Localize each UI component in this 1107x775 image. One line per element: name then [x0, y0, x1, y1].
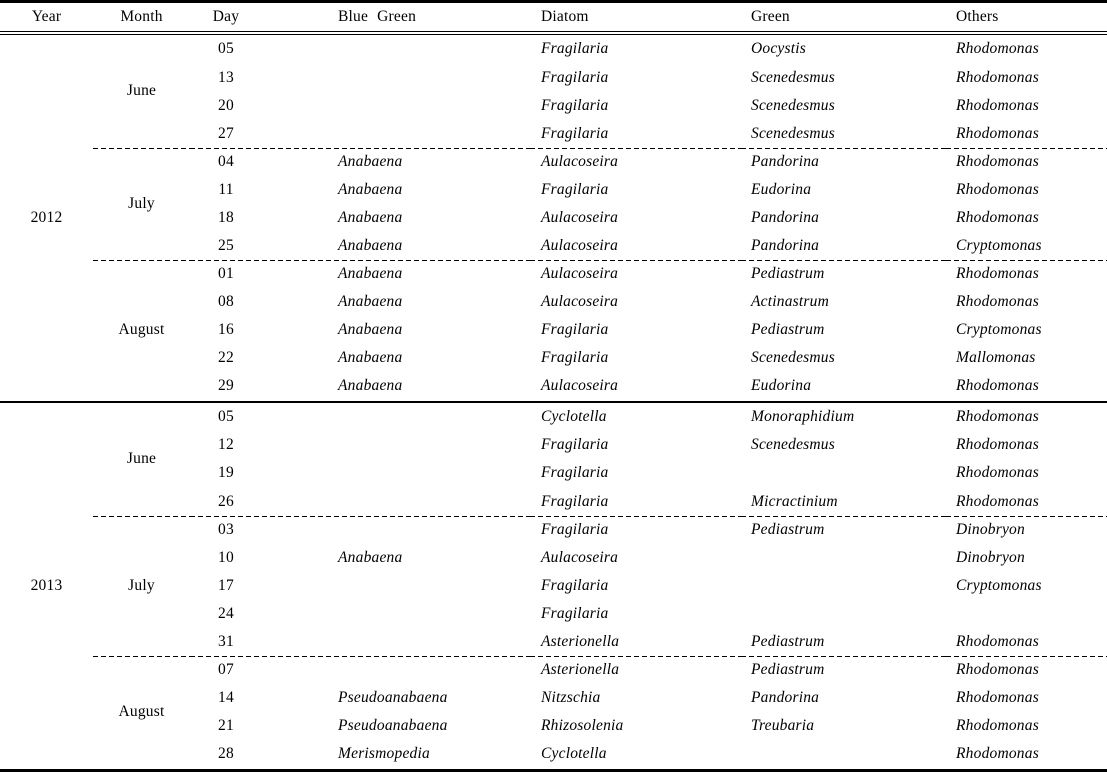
green-cell: Pediastrum — [741, 656, 946, 684]
column-header-blue-green: Blue Green — [262, 2, 530, 33]
diatom-cell: Fragilaria — [541, 349, 609, 367]
blue-green-cell: Anabaena — [338, 293, 403, 311]
green-cell: Scenedesmus — [751, 349, 835, 367]
table-row — [0, 148, 1107, 176]
year-cell: 2013 — [0, 402, 93, 771]
others-cell: Dinobryon — [956, 548, 1025, 566]
diatom-cell: Cyclotella — [541, 745, 607, 763]
green-cell — [741, 544, 946, 572]
green-cell: Pandorina — [751, 236, 820, 254]
green-cell: Monoraphidium — [741, 402, 946, 432]
green-cell: Eudorina — [751, 180, 812, 198]
table-body — [0, 33, 1107, 771]
year-cell: 2012 — [30, 208, 63, 226]
others-cell: Rhodomonas — [946, 260, 1107, 288]
diatom-cell: Fragilaria — [541, 436, 609, 454]
blue-green-cell: Anabaena — [338, 236, 403, 254]
month-cell: July — [93, 516, 190, 656]
diatom-cell: Fragilaria — [541, 40, 609, 58]
table-row — [0, 656, 1107, 684]
green-cell: Pediastrum — [751, 632, 825, 650]
day-cell: 10 — [218, 548, 234, 566]
diatom-cell: Aulacoseira — [541, 208, 619, 226]
day-cell: 11 — [218, 180, 234, 198]
diatom-cell: Rhizosolenia — [541, 716, 624, 734]
month-cell: June — [126, 82, 157, 100]
diatom-cell: Fragilaria — [541, 576, 609, 594]
day-cell: 13 — [218, 68, 234, 86]
day-cell: 07 — [190, 656, 262, 684]
day-cell: 03 — [190, 516, 262, 544]
day-cell: 05 — [218, 40, 234, 58]
table-row — [0, 402, 1107, 432]
diatom-cell: Cyclotella — [530, 402, 741, 432]
column-header-diatom: Diatom — [530, 2, 741, 33]
day-cell: 19 — [218, 464, 234, 482]
column-header-month: Month — [93, 2, 190, 33]
green-cell: Eudorina — [751, 377, 812, 395]
green-cell: Micractinium — [751, 492, 838, 510]
blue-green-cell — [262, 600, 530, 628]
day-cell: 21 — [218, 716, 234, 734]
day-cell: 05 — [190, 402, 262, 432]
day-cell: 12 — [218, 436, 234, 454]
diatom-cell: Aulacoseira — [530, 260, 741, 288]
blue-green-cell — [262, 64, 530, 92]
others-cell: Rhodomonas — [956, 436, 1039, 454]
blue-green-cell — [262, 572, 530, 600]
diatom-cell: Fragilaria — [530, 516, 741, 544]
others-cell: Rhodomonas — [956, 68, 1039, 86]
day-cell: 28 — [218, 745, 234, 763]
day-cell: 08 — [218, 293, 234, 311]
column-header-year: Year — [0, 2, 93, 33]
blue-green-cell — [262, 33, 530, 64]
diatom-cell: Fragilaria — [541, 464, 609, 482]
others-cell: Rhodomonas — [956, 688, 1039, 706]
blue-green-cell — [262, 402, 530, 432]
blue-green-cell — [262, 431, 530, 459]
day-cell: 04 — [190, 148, 262, 176]
diatom-cell: Fragilaria — [541, 68, 609, 86]
day-cell: 25 — [218, 236, 234, 254]
month-cell: August — [93, 656, 190, 771]
others-cell: Rhodomonas — [956, 124, 1039, 142]
others-cell: Rhodomonas — [956, 632, 1039, 650]
others-cell — [946, 600, 1107, 628]
green-cell — [741, 600, 946, 628]
others-cell: Rhodomonas — [946, 402, 1107, 432]
blue-green-cell — [262, 656, 530, 684]
day-cell: 17 — [218, 576, 234, 594]
diatom-cell: Asterionella — [530, 656, 741, 684]
day-cell: 31 — [218, 632, 234, 650]
others-cell: Cryptomonas — [956, 576, 1042, 594]
month-cell: August — [93, 260, 190, 402]
diatom-cell: Fragilaria — [541, 96, 609, 114]
day-cell: 26 — [218, 492, 234, 510]
day-cell: 14 — [218, 688, 234, 706]
diatom-cell: Aulacoseira — [541, 548, 619, 566]
others-cell: Rhodomonas — [956, 716, 1039, 734]
others-cell: Cryptomonas — [956, 236, 1042, 254]
others-cell: Cryptomonas — [956, 321, 1042, 339]
day-cell: 20 — [218, 96, 234, 114]
blue-green-cell — [262, 459, 530, 487]
day-cell: 16 — [218, 321, 234, 339]
blue-green-cell: Anabaena — [338, 208, 403, 226]
blue-green-cell — [262, 488, 530, 516]
green-cell — [741, 459, 946, 487]
day-cell: 22 — [218, 349, 234, 367]
green-cell: Scenedesmus — [751, 68, 835, 86]
others-cell: Rhodomonas — [956, 40, 1039, 58]
others-cell: Rhodomonas — [946, 148, 1107, 176]
green-cell: Pandorina — [751, 208, 820, 226]
others-cell: Rhodomonas — [956, 293, 1039, 311]
header-row — [0, 2, 1107, 33]
diatom-cell: Fragilaria — [541, 124, 609, 142]
diatom-cell: Fragilaria — [541, 604, 609, 622]
green-cell: Pandorina — [741, 148, 946, 176]
others-cell: Rhodomonas — [956, 745, 1039, 763]
blue-green-cell: Anabaena — [338, 548, 403, 566]
green-cell: Treubaria — [751, 716, 815, 734]
others-cell: Dinobryon — [946, 516, 1107, 544]
others-cell: Rhodomonas — [946, 656, 1107, 684]
day-cell: 29 — [218, 377, 234, 395]
diatom-cell: Aulacoseira — [530, 148, 741, 176]
diatom-cell: Fragilaria — [541, 180, 609, 198]
blue-green-cell — [262, 516, 530, 544]
day-cell: 18 — [218, 208, 234, 226]
green-cell — [741, 572, 946, 600]
blue-green-cell — [262, 120, 530, 148]
green-cell: Scenedesmus — [751, 124, 835, 142]
blue-green-cell — [262, 92, 530, 120]
table-row — [0, 516, 1107, 544]
others-cell: Rhodomonas — [956, 492, 1039, 510]
table-row — [0, 260, 1107, 288]
blue-green-cell: Anabaena — [338, 349, 403, 367]
green-cell: Pediastrum — [751, 321, 825, 339]
diatom-cell: Asterionella — [541, 632, 620, 650]
column-header-green: Green — [741, 2, 946, 33]
green-cell: Pandorina — [751, 688, 820, 706]
diatom-cell: Aulacoseira — [541, 293, 619, 311]
green-cell: Pediastrum — [741, 260, 946, 288]
green-cell: Oocystis — [751, 40, 806, 58]
others-cell: Rhodomonas — [956, 377, 1039, 395]
day-cell: 27 — [218, 124, 234, 142]
day-cell: 01 — [190, 260, 262, 288]
green-cell: Actinastrum — [751, 293, 829, 311]
blue-green-cell: Pseudoanabaena — [338, 688, 448, 706]
green-cell: Scenedesmus — [751, 96, 835, 114]
column-header-day: Day — [190, 2, 262, 33]
others-cell: Rhodomonas — [956, 208, 1039, 226]
table-row — [0, 33, 1107, 64]
others-cell: Rhodomonas — [956, 464, 1039, 482]
blue-green-cell — [262, 628, 530, 656]
diatom-cell: Aulacoseira — [541, 236, 619, 254]
blue-green-cell: Anabaena — [338, 180, 403, 198]
month-cell: July — [93, 148, 190, 260]
blue-green-cell: Anabaena — [262, 148, 530, 176]
blue-green-cell: Anabaena — [262, 260, 530, 288]
green-cell: Scenedesmus — [751, 436, 835, 454]
day-cell: 24 — [218, 604, 234, 622]
month-cell: June — [93, 402, 190, 516]
column-header-others: Others — [946, 2, 1107, 33]
blue-green-cell: Anabaena — [338, 321, 403, 339]
diatom-cell: Aulacoseira — [541, 377, 619, 395]
others-cell: Rhodomonas — [956, 180, 1039, 198]
others-cell: Rhodomonas — [956, 96, 1039, 114]
others-cell: Mallomonas — [956, 349, 1036, 367]
blue-green-cell: Anabaena — [338, 377, 403, 395]
blue-green-cell: Merismopedia — [338, 745, 430, 763]
green-cell — [741, 740, 946, 771]
diatom-cell: Fragilaria — [541, 321, 609, 339]
diatom-cell: Fragilaria — [541, 492, 609, 510]
green-cell: Pediastrum — [741, 516, 946, 544]
diatom-cell: Nitzschia — [541, 688, 601, 706]
blue-green-cell: Pseudoanabaena — [338, 716, 448, 734]
